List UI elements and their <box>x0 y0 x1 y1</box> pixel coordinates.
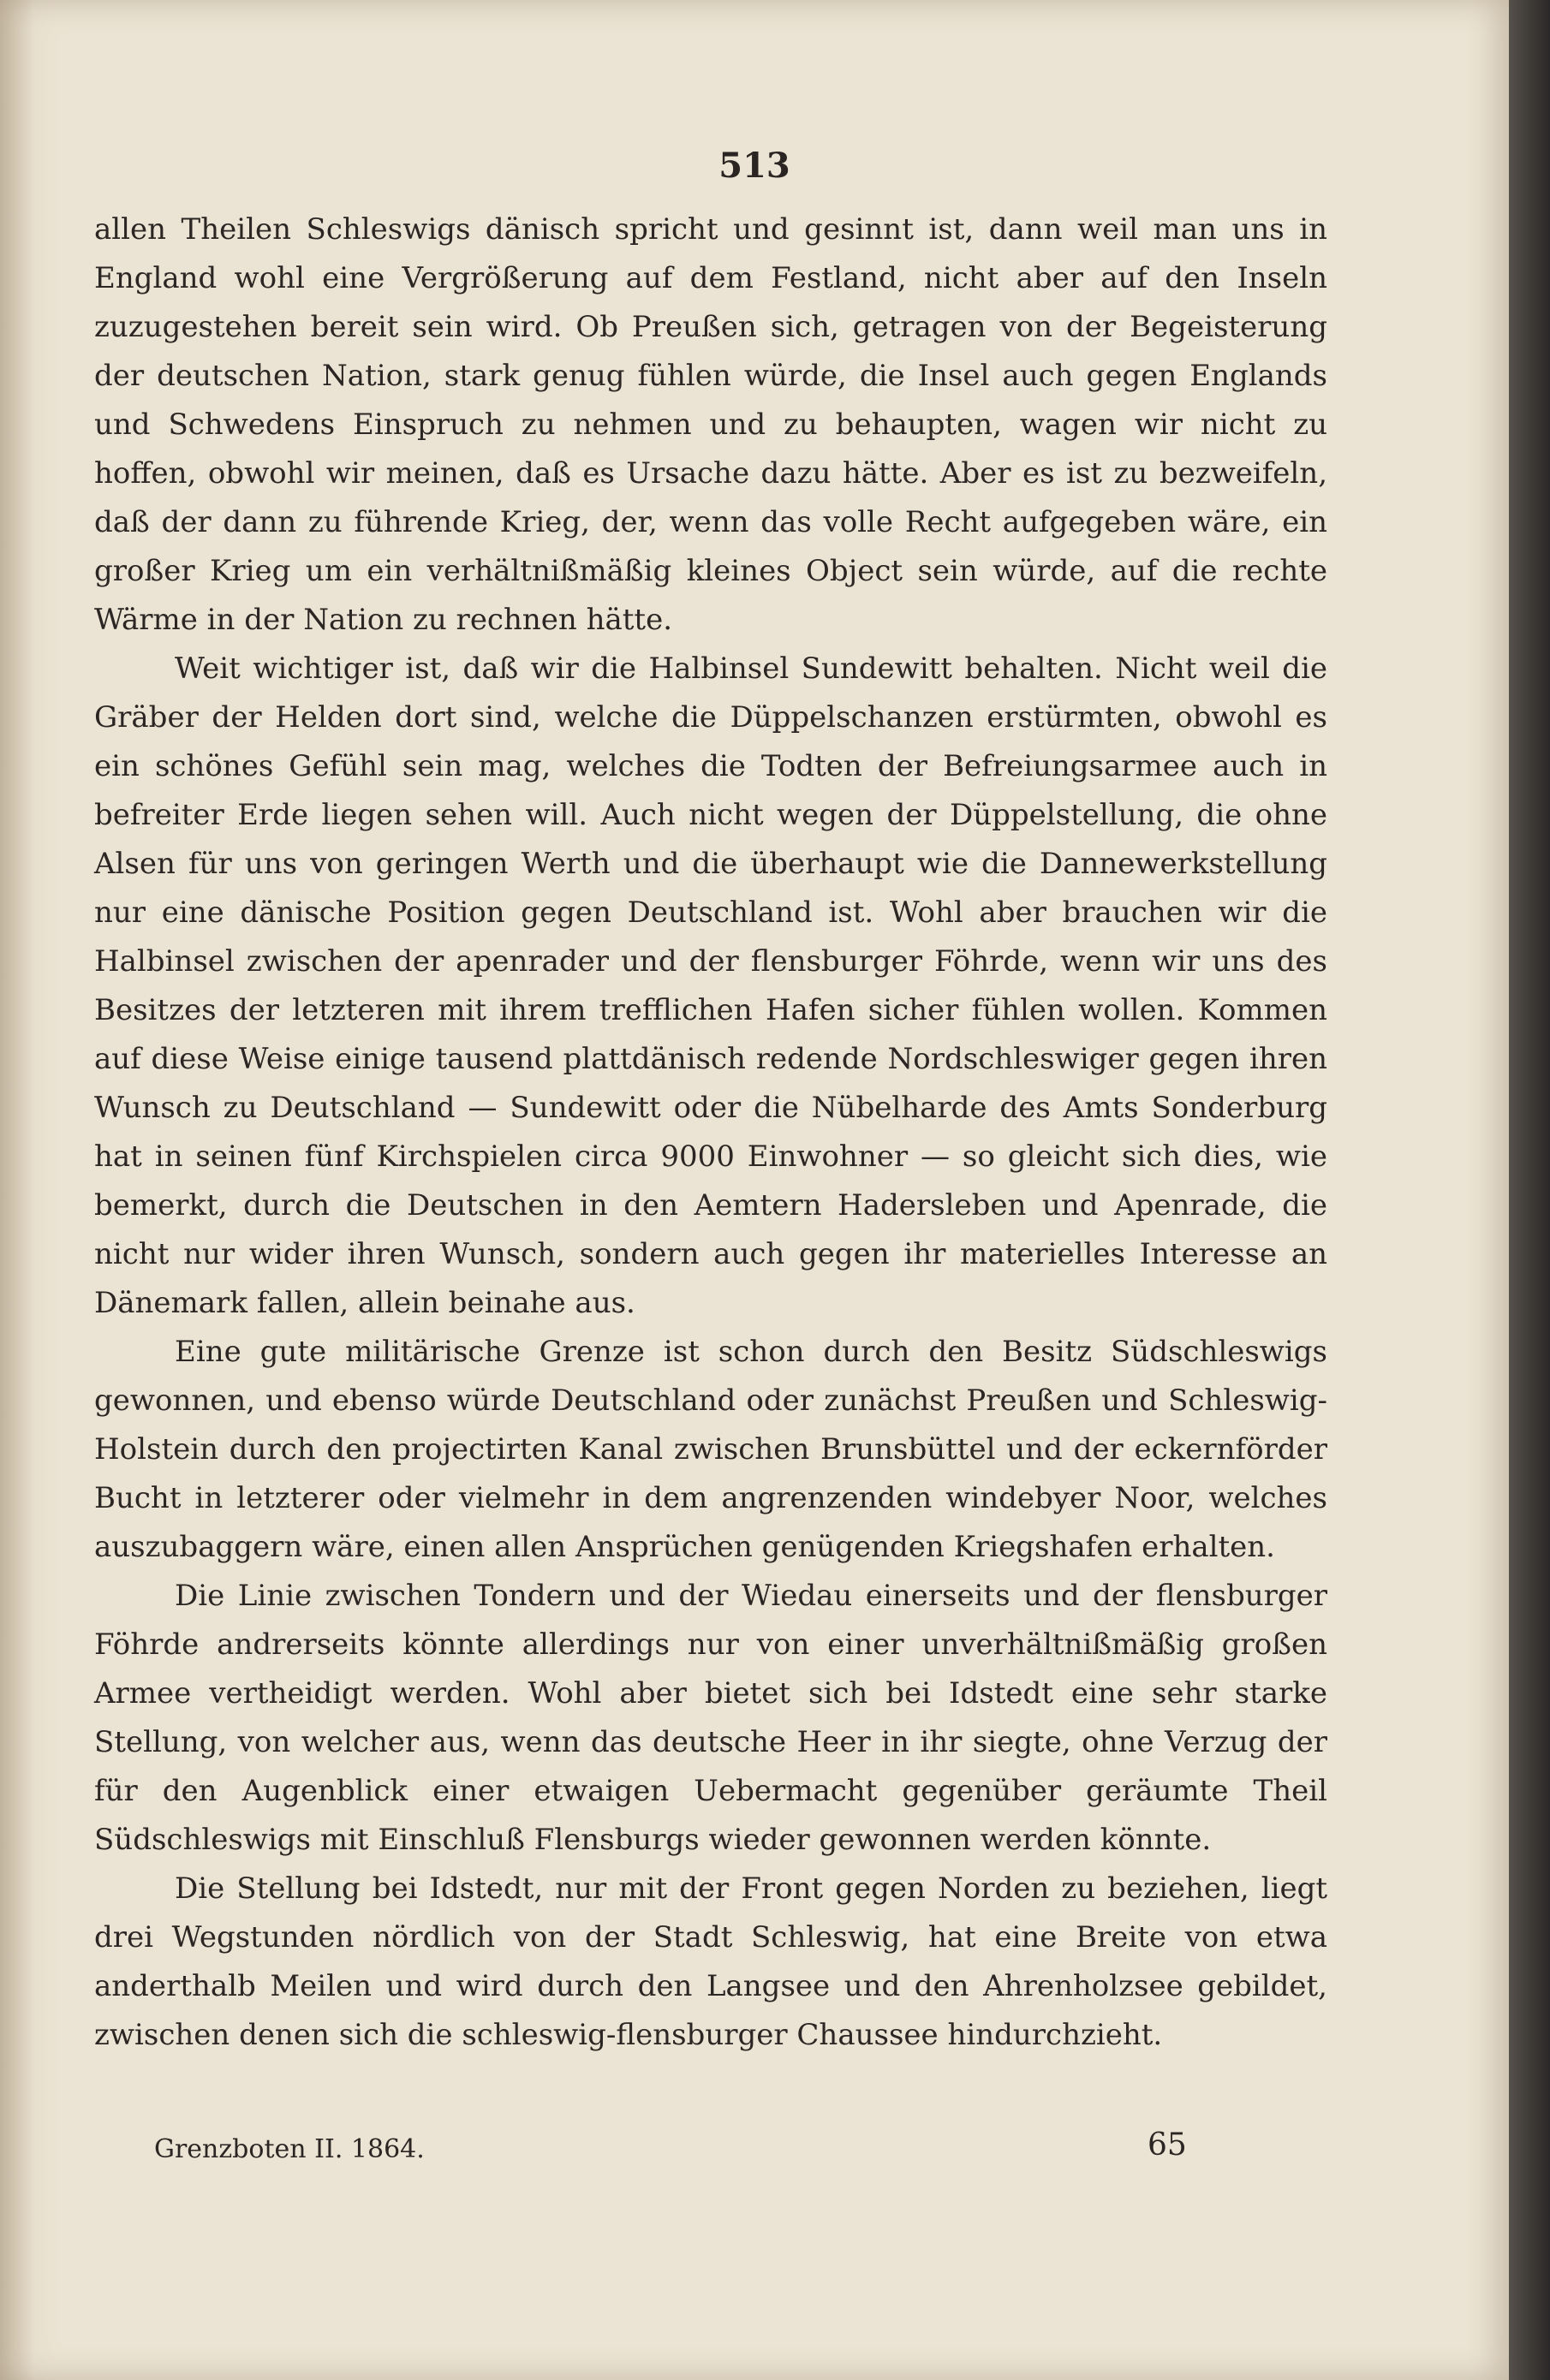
journal-title: Grenzboten II. 1864. <box>154 2134 425 2164</box>
paragraph-3: Eine gute militärische Grenze ist schon durch den Besitz Südschleswigs gewonnen, und ebenso würde Deutschland oder zunächst Preußen und Schleswig-Holstein durch den projectirten Kanal zwischen Brunsbüttel und der eckernförder Bucht in letzterer oder vielmehr in dem angrenzenden windebyer Noor, welches auszubaggern wäre, einen allen Ansprüchen genügenden Kriegshafen erhalten. <box>94 1335 1327 1564</box>
page-fold-shadow <box>0 0 34 2380</box>
page-footer <box>94 2127 1327 2170</box>
book-edge <box>1509 0 1550 2380</box>
paragraph-5: Die Stellung bei Idstedt, nur mit der Front gegen Norden zu beziehen, liegt drei Wegstunden nördlich von der Stadt Schleswig, hat eine Breite von etwa anderthalb Meilen und wird durch den Langsee und den Ahrenholzsee gebildet, zwischen denen sich die schleswig-flensburger Chaussee hindurchzieht. <box>94 1871 1327 2052</box>
body-text <box>94 205 1327 2060</box>
page-number: 513 <box>718 146 790 186</box>
paragraph-2: Weit wichtiger ist, daß wir die Halbinsel Sundewitt behalten. Nicht weil die Gräber der Helden dort sind, welche die Düppelschanzen erstürmten, obwohl es ein schönes Gefühl sein mag, welches die Todten der Befreiungsarmee auch in befreiter Erde liegen sehen will. Auch nicht wegen der Düppelstellung, die ohne Alsen für uns von geringen Werth und die überhaupt wie die Dannewerkstellung nur eine dänische Position gegen Deutschland ist. Wohl aber brauchen wir die Halbinsel zwischen der apenrader und der flensburger Föhrde, wenn wir uns des Besitzes der letzteren mit ihrem trefflichen Hafen sicher fühlen wollen. Kommen auf diese Weise einige tausend plattdänisch redende Nordschleswiger gegen ihren Wunsch zu Deutschland — Sundewitt oder die Nübelharde des Amts Sonderburg hat in seinen fünf Kirchspielen circa 9000 Einwohner — so gleicht sich dies, wie bemerkt, durch die Deutschen in den Aemtern Hadersleben und Apenrade, die nicht nur wider ihren Wunsch, sondern auch gegen ihr materielles Interesse an Dänemark fallen, allein beinahe aus. <box>94 652 1327 1320</box>
paragraph-4: Die Linie zwischen Tondern und der Wiedau einerseits und der flensburger Föhrde andrerseits könnte allerdings nur von einer unverhältnißmäßig großen Armee vertheidigt werden. Wohl aber bietet sich bei Idstedt eine sehr starke Stellung, von welcher aus, wenn das deutsche Heer in ihr siegte, ohne Verzug der für den Augenblick einer etwaigen Uebermacht gegenüber geräumte Theil Südschleswigs mit Einschluß Flensburgs wieder gewonnen werden könnte. <box>94 1579 1327 1857</box>
signature-mark: 65 <box>1148 2127 1187 2163</box>
paragraph-1: allen Theilen Schleswigs dänisch spricht und gesinnt ist, dann weil man uns in England wohl eine Vergrößerung auf dem Festland, nicht aber auf den Inseln zuzugestehen bereit sein wird. Ob Preußen sich, getragen von der Begeisterung der deutschen Nation, stark genug fühlen würde, die Insel auch gegen Englands und Schwedens Einspruch zu nehmen und zu behaupten, wagen wir nicht zu hoffen, obwohl wir meinen, daß es Ursache dazu hätte. Aber es ist zu bezweifeln, daß der dann zu führende Krieg, der, wenn das volle Recht aufgegeben wäre, ein großer Krieg um ein verhältnißmäßig kleines Object sein würde, auf die rechte Wärme in der Nation zu rechnen hätte. <box>94 212 1327 637</box>
